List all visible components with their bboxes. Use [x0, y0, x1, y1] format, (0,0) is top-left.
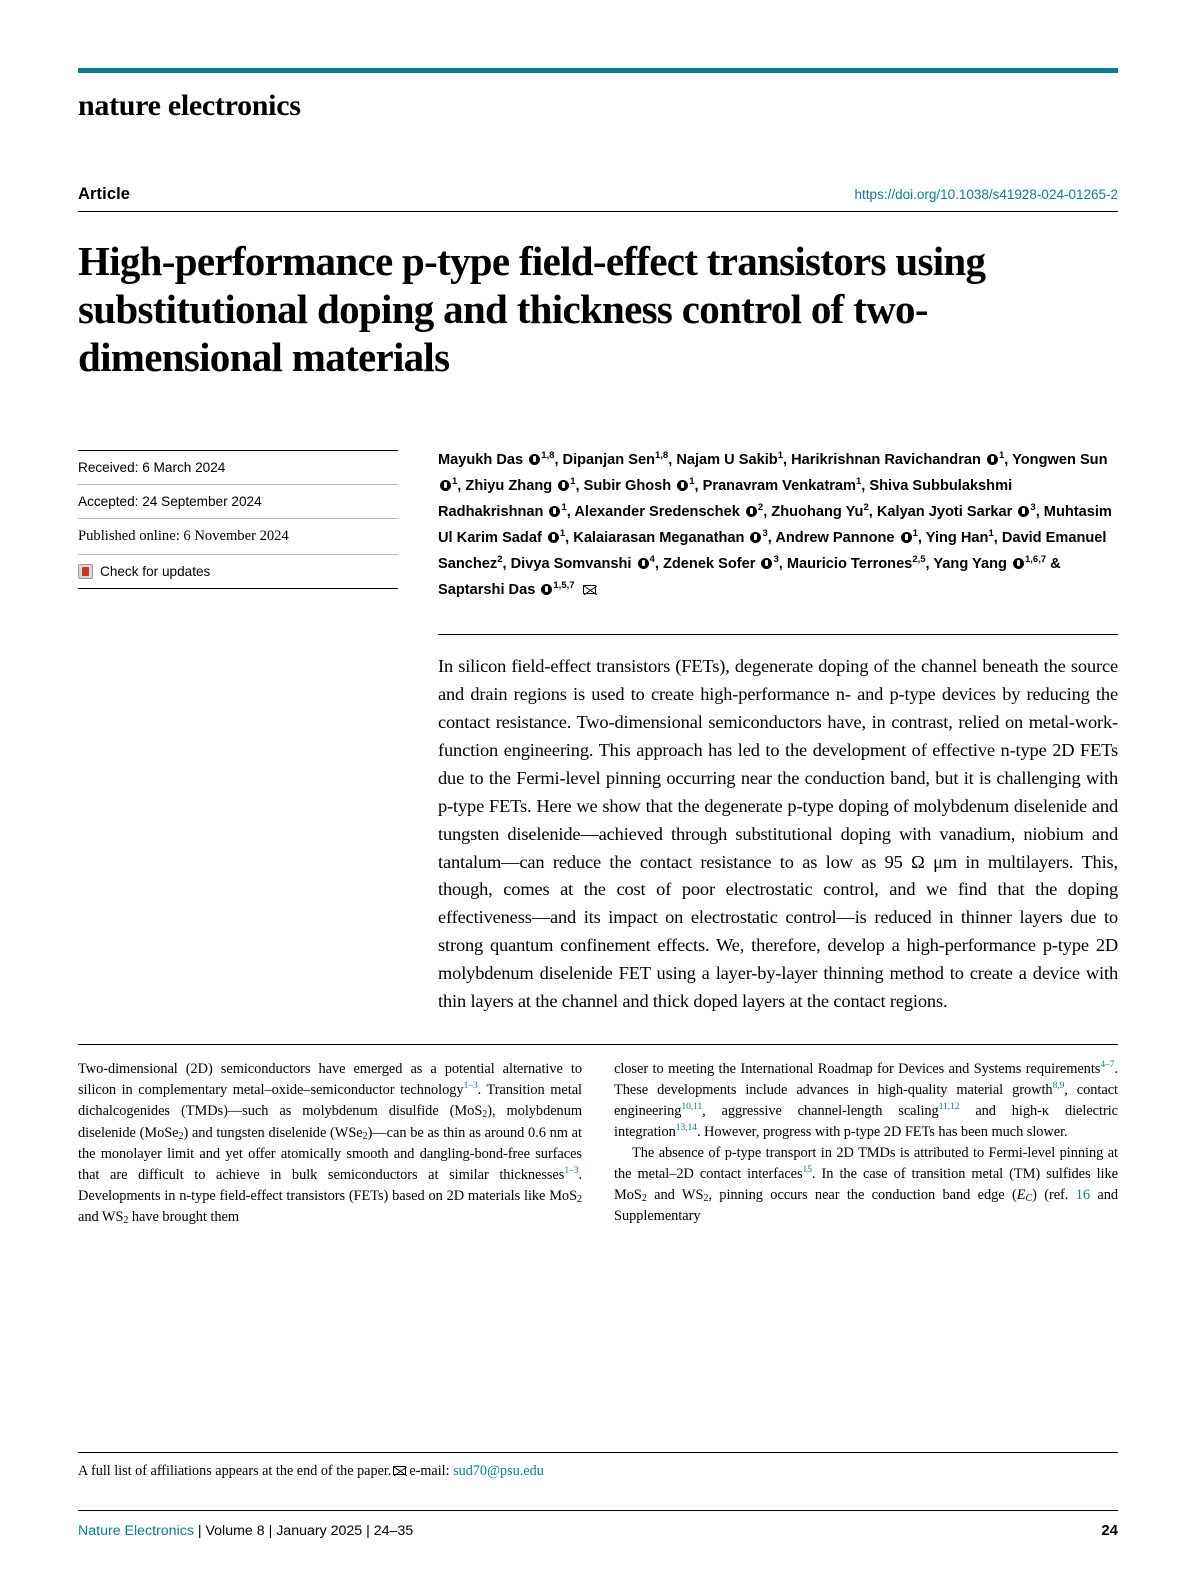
page-title: High-performance p-type field-effect transistors using substitutional doping and thickness control of two-dimensional materials [78, 238, 986, 380]
check-for-updates-label: Check for updates [100, 563, 211, 579]
page-number: 24 [1101, 1522, 1118, 1539]
footer-issue-info: | Volume 8 | January 2025 | 24–35 [193, 1523, 414, 1539]
meta-authors-block [78, 446, 1118, 604]
affiliation-text: A full list of affiliations appears at the end of the paper. [78, 1463, 392, 1479]
page-footer [78, 1510, 1118, 1539]
paragraph: closer to meeting the International Roadmap for Devices and Systems requirements$^{4-7}$. These developments include advances in high-quality material growth$^{8,9}$, contact engineering$^{10,11}$, aggressive channel-length scaling$^{11,12}$ and high-κ dielectric integration$^{13,14}$. However, progress with p-type 2D FETs has been much slower. [614, 1060, 1119, 1140]
email-icon [393, 1466, 406, 1475]
publication-dates [78, 446, 398, 604]
article-doi-row [78, 185, 1118, 212]
footer-journal-name: Nature Electronics [78, 1523, 194, 1539]
published-date: Published online: 6 November 2024 [78, 519, 398, 555]
abstract: In silicon field-effect transistors (FETs), degenerate doping of the channel beneath the source and drain regions is used to create high-performance n- and p-type devices by reducing the contact resistance. Two-dimensional semiconductors have, in contrast, relied on metal-work-function engineering. This approach has led to the development of effective n-type 2D FETs due to the Fermi-level pinning occurring near the conduction band, but it is challenging with p-type FETs. Here we show that the degenerate p-type doping of molybdenum diselenide and tungsten diselenide—achieved through substitutional doping with vanadium, niobium and tantalum—can reduce the contact resistance to as low as 95 Ω μm in multilayers. This, though, comes at the cost of poor electrostatic control, and we find that the doping effectiveness—and its impact on electrostatic control—is reduced in thinner layers due to strong quantum confinement effects. We, therefore, develop a high-performance p-type 2D molybdenum diselenide FET using a layer-by-layer thinning method to create a device with thin layers at the channel and thick doped layers at the contact regions. [438, 634, 1118, 1017]
orcid-icon [529, 454, 540, 465]
received-date: Received: 6 March 2024 [78, 451, 398, 485]
affiliation-note [78, 1452, 1118, 1480]
email-icon [583, 585, 596, 594]
email-label: e-mail: [409, 1463, 450, 1479]
body-divider [78, 1044, 1118, 1045]
doi-link[interactable]: https://doi.org/10.1038/s41928-024-01265-2 [854, 187, 1118, 202]
body-columns [78, 1059, 1118, 1229]
body-column-left [78, 1059, 582, 1229]
check-for-updates[interactable] [78, 555, 398, 589]
author-list: Mayukh Das $^{1,8}$, Dipanjan Sen$^{1,8}$, Najam U Sakib$^1$, Harikrishnan Ravichandran $^1$, Yongwen Sun $^1$, Zhiyu Zhang $^1$, Subir Ghosh $^1$, Pranavram Venkatram$^1$, Shiva Subbulakshmi Radhakrishnan $^1$, Alexander Sredenschek $^2$, Zhuohang Yu$^2$, Kalyan Jyoti Sarkar $^3$, Muhtasim Ul Karim Sadaf $^1$, Kalaiarasan Meganathan $^3$, Andrew Pannone $^1$, Ying Han$^1$, David Emanuel Sanchez$^2$, Divya Somvanshi $^4$, Zdenek Sofer $^3$, Mauricio Terrones$^{2,5}$, Yang Yang $^{1,6,7}$ & Saptarshi Das $^{1,5,7}$ [438, 450, 1112, 598]
paragraph: Two-dimensional (2D) semiconductors have emerged as a potential alternative to silicon in complementary metal–oxide–semiconductor technology$^{1-3}$. Transition metal dichalcogenides (TMDs)—such as molybdenum disulfide (MoS$_2$), molybdenum diselenide (MoSe$_2$) and tungsten diselenide (WSe$_2$)—can be as thin as around 0.6 nm at the monolayer limit and yet offer atomically smooth and dangling-bond-free surfaces that are difficult to achieve in bulk semiconductors at similar thicknesses$^{1-3}$. Developments in n-type field-effect transistors (FETs) based on 2D materials like MoS$_2$ and $WS_2$ have brought them [78, 1061, 582, 1227]
accepted-date: Accepted: 24 September 2024 [78, 485, 398, 519]
body-column-right [614, 1059, 1118, 1229]
paragraph: The absence of p-type transport in 2D TMDs is attributed to Fermi-level pinning at the metal–2D contact interfaces$^{15}$. In the case of transition metal (TM) sulfides like MoS$_2$ and $WS_2$, pinning occurs near the conduction band edge $(E_C)$ (ref. 16 and Supplementary [614, 1144, 1119, 1225]
contact-email-link[interactable]: sud70@psu.edu [453, 1463, 544, 1479]
abstract-wrap [78, 634, 1118, 1017]
journal-title: nature electronics [78, 89, 301, 122]
article-type-label: Article [78, 185, 131, 203]
crossmark-icon [78, 564, 93, 579]
top-rule [78, 68, 1118, 73]
